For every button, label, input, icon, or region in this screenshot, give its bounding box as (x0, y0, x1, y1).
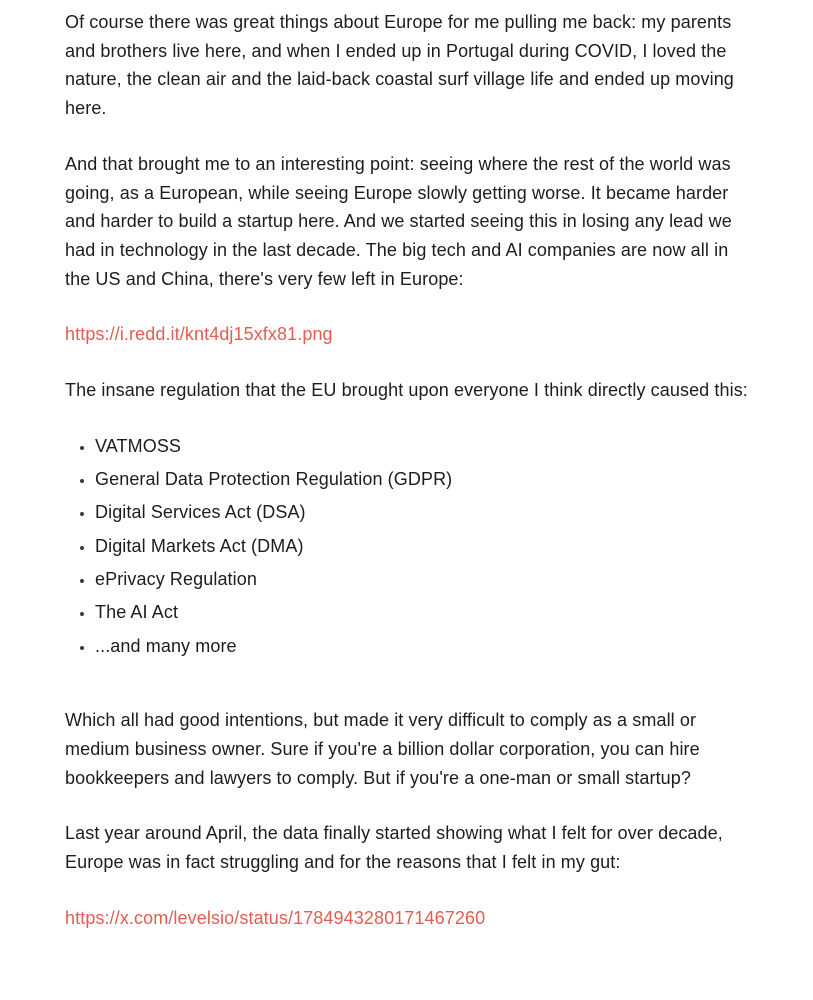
list-item-many-more: • ...and many more (95, 632, 753, 661)
list-item-dma: • Digital Markets Act (DMA) (95, 532, 753, 561)
regulation-list (65, 432, 753, 660)
paragraph-data-showing: Last year around April, the data finally started showing what I felt for over decade, Europe was in fact struggling and for the reasons that I felt in my gut: (65, 823, 723, 873)
paragraph-interesting-point: And that brought me to an interesting point: seeing where the rest of the world was going, as a European, while seeing Europe slowly getting worse. It became harder and harder to build a startup here. And we started seeing this in losing any lead we had in technology in the last decade. The big tech and AI companies are now all in the US and China, there's very few left in Europe: (65, 153, 732, 289)
paragraph-good-intentions: Which all had good intentions, but made it very difficult to comply as a small or medium business owner. Sure if you're a billion dollar corporation, you can hire bookkeepers and lawyers to comply. But if you're a one-man or small startup? (65, 710, 700, 788)
list-item-vatmoss: • VATMOSS (95, 432, 753, 461)
list-item-eprivacy: • ePrivacy Regulation (95, 565, 753, 594)
link-x-status[interactable]: https://x.com/levelsio/status/1784943280171467260 (65, 907, 486, 928)
paragraph-europe-pull: Of course there was great things about Europe for me pulling me back: my parents and brothers live here, and when I ended up in Portugal during COVID, I loved the nature, the clean air and the laid-back coastal surf village life and ended up moving here. (65, 12, 734, 119)
link-reddit-image[interactable]: https://i.redd.it/knt4dj15xfx81.png (65, 324, 333, 345)
link-line-x (65, 904, 753, 933)
link-line-reddit (65, 320, 753, 349)
list-item-ai-act: • The AI Act (95, 598, 753, 627)
list-item-gdpr: • General Data Protection Regulation (GDPR) (95, 465, 753, 494)
list-item-dsa: • Digital Services Act (DSA) (95, 498, 753, 527)
paragraph-regulation-intro: The insane regulation that the EU brought upon everyone I think directly caused this: (65, 380, 748, 401)
